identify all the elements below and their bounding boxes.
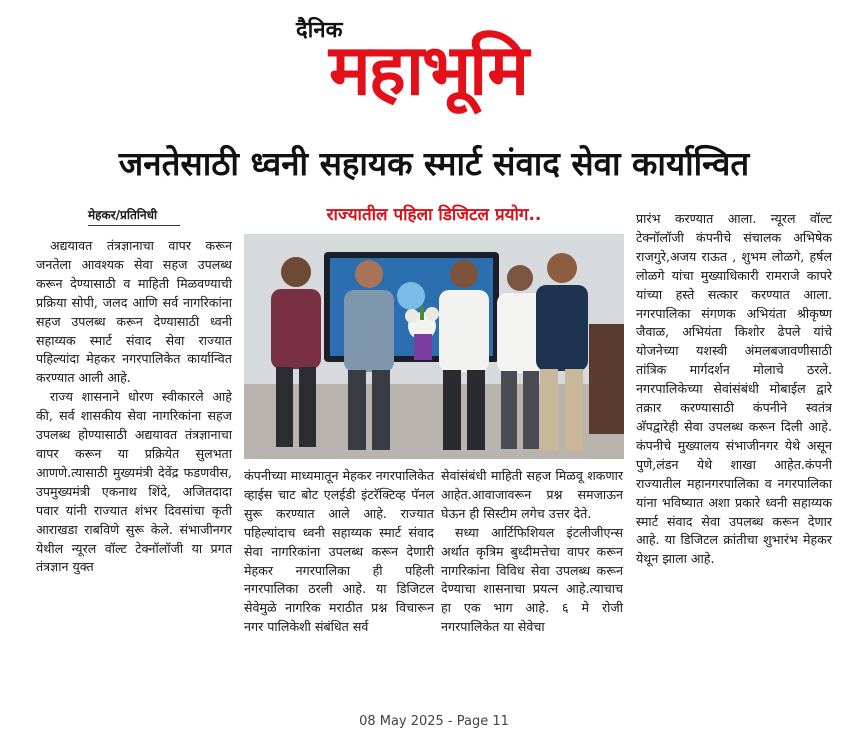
page-footer: 08 May 2025 - Page 11 [359,714,509,729]
article-column-1 [36,237,232,577]
paragraph: राज्य शासनाने धोरण स्वीकारले आहे की, सर्व शासकीय सेवा नागरिकांना सहज उपलब्ध होण्यासाठी अद्ययावत तंत्रज्ञानाचा वापर करून या प्रक्रियेत सुलभता आणणे.त्यासाठी मुख्यमंत्री देवेंद्र फडणवीस, उपमुख्यमंत्री एकनाथ शिंदे, अजितदादा पवार यांनी राज्यात शंभर दिवसांचा कृती आराखडा राबविणे सुरू केले. संभाजीनगर येथील न्यूरल वॉल्ट टेक्नॉलॉजी या प्रगत तंत्रज्ञान युक्त [36,389,232,575]
article-column-3 [441,467,623,637]
paragraph: सेवांसंबंधी माहिती सहज मिळवू शकणार आहेत.आवाजावरून प्रश्न समजाऊन घेऊन ही सिस्टीम लगेच उत्तर देते. [441,468,623,521]
paragraph: अद्ययावत तंत्रज्ञानाचा वापर करून जनतेला आवश्यक सेवा सहज उपलब्ध करून देण्यासाठी व माहिती मिळवण्याची प्रक्रिया सोपी, जलद आणि सर्व नागरिकांना सहज उपलब्ध करून देण्यासाठी ध्वनी सहाय्यक स्मार्ट संवाद सेवा राज्यात पहिल्यांदा मेहकर नगरपालिकेत कार्यान्वित करण्यात आली आहे. [36,238,232,386]
article-column-2 [244,467,434,637]
masthead-title: महाभूमि [328,29,528,111]
article-column-4 [636,210,832,569]
paragraph: सध्या आर्टिफिशियल इंटलीजीएन्स अर्थात कृत्रिम बुध्दीमत्तेचा वापर करून नागरिकांना विविध सेवा उपलब्ध करून देण्याचा शासनाचा प्रयत्न आहे.त्याचाच हा एक भाग आहे. ६ मे रोजी नगरपालिकेत या सेवेचा [441,524,623,635]
paragraph: कंपनीच्या माध्यमातून मेहकर नगरपालिकेत व्हाईस चाट बोट एलईडी इंटरॅक्टिव्ह पॅनल सुरू करण्यात आले आहे. राज्यात पहिल्यांदाच ध्वनी सहाय्यक स्मार्ट संवाद सेवा नागरिकांना उपलब्ध करून देणारी मेहकर नगरपालिका ही पहिली नगरपालिका ठरली आहे. या डिजिटल सेवेमुळे नागरिक मराठीत प्रश्न विचारून नगर पालिकेशी संबंधित सर्व [244,468,434,635]
byline: मेहकर/प्रतिनिधी [88,208,158,222]
headline: जनतेसाठी ध्वनी सहायक स्मार्ट संवाद सेवा कार्यान्वित [118,144,750,183]
byline-underline [88,225,180,226]
news-photo [244,234,624,459]
news-photo-illustration [244,234,624,459]
masthead-dainik: दैनिक [296,18,343,43]
masthead [0,0,868,130]
paragraph: प्रारंभ करण्यात आला. न्यूरल वॉल्ट टेक्नॉलॉजी कंपनीचे संचालक अभिषेक राजगुरे,अजय राऊत , शुभम लोळगे, हर्षल लोळगे यांचा मुख्याधिकारी रामराजे कापरे यांच्या हस्ते सत्कार करण्यात आला. नगरपालिका संगणक अभियंता श्रीकृष्ण जैवाळ, अभियंता किशोर ढेपले यांचे योजनेच्या यशस्वी अंमलबजावणीसाठी तांत्रिक मार्गदर्शन मोलाचे ठरले. नगरपालिकेच्या सेवांसंबंधी मोबाईल द्वारे तक्रार करण्यासाठी कंपनीने स्वतंत्र अ‍ॅपद्वारेही सेवा उपलब्ध करून दिली आहे. कंपनीचे मुख्यालय संभाजीनगर येथे असून पुणे,लंडन येथे शाखा आहेत.कंपनी राज्यातील महानगरपालिका व नगरपालिका यांना भविष्यात अशा प्रकारे ध्वनी सहाय्यक स्मार्ट संवाद सेवा उपलब्ध करून देणार आहे. या डिजिटल क्रांतीचा शुभारंभ मेहकर येथून झाला आहे. [636,211,832,567]
kicker: राज्यातील पहिला डिजिटल प्रयोग.. [326,205,542,225]
